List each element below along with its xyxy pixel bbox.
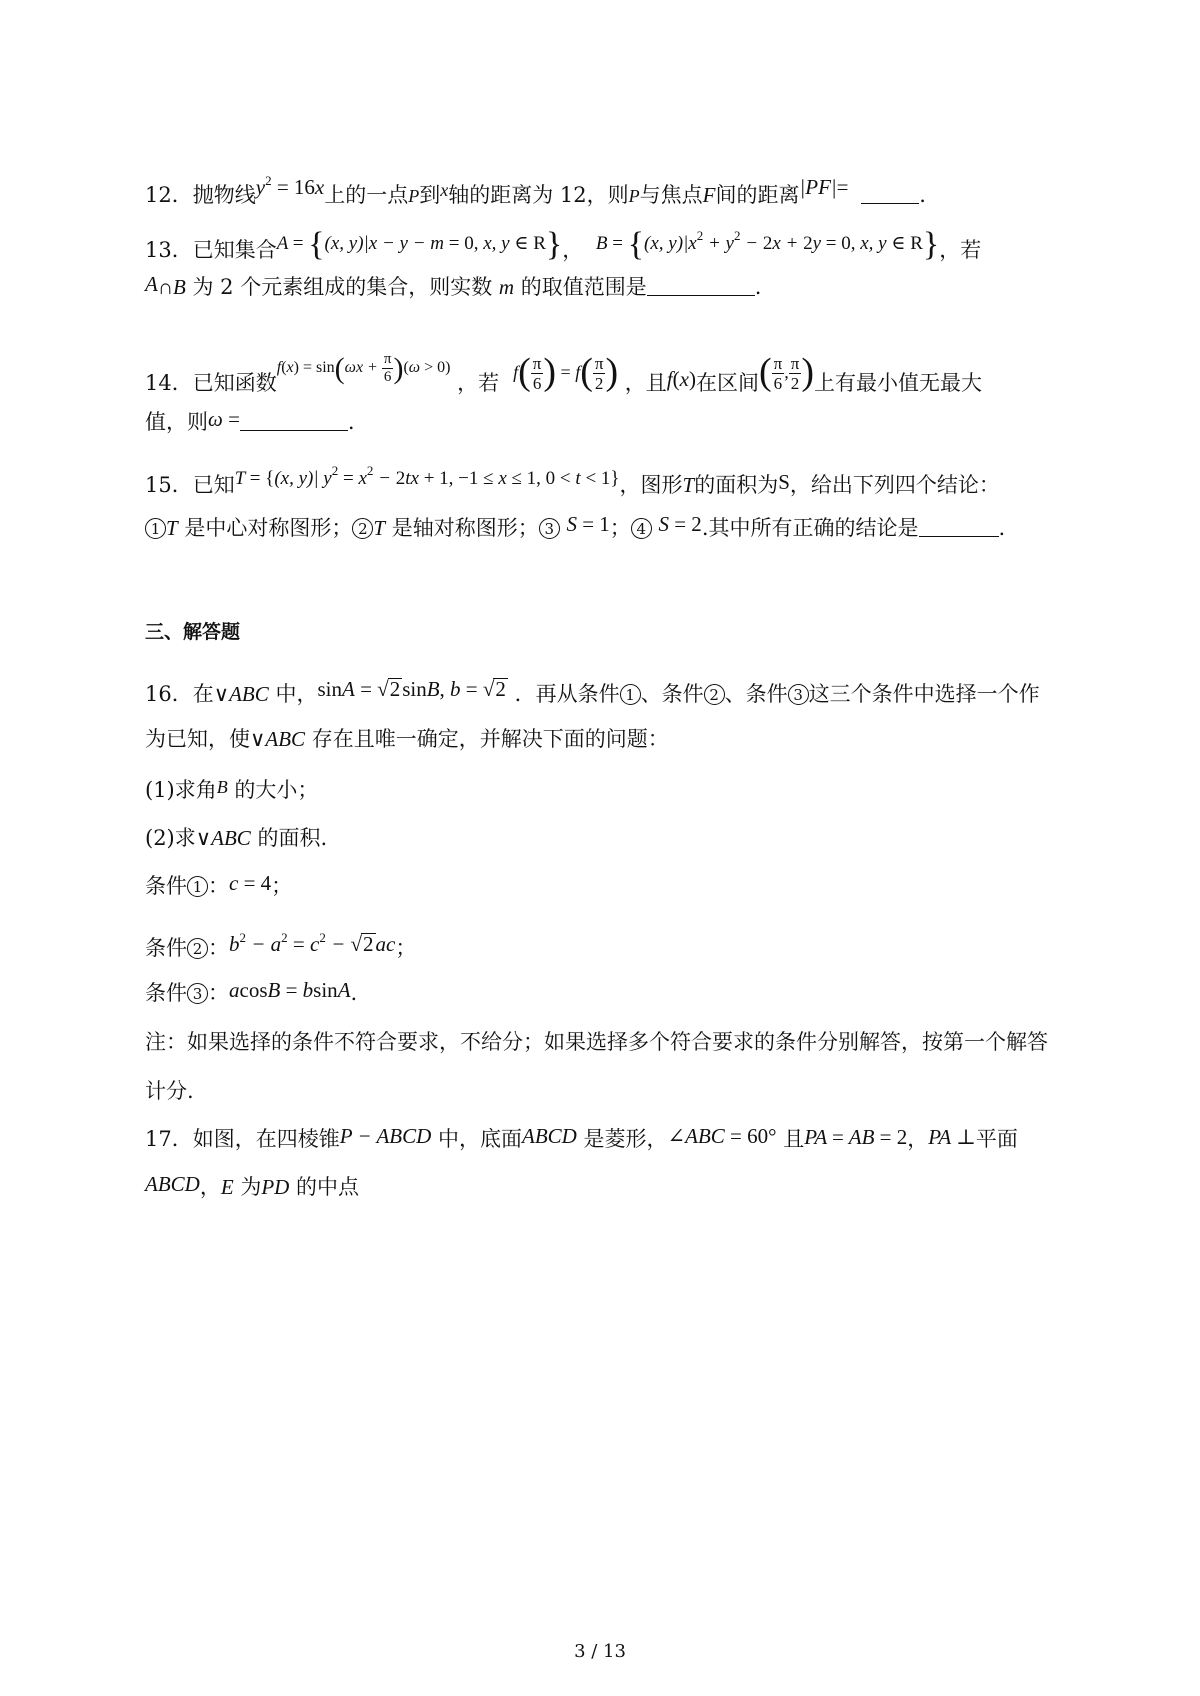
- answer-blank-12: [861, 185, 919, 204]
- question-12: 12．抛物线$y^2 = 16x$上的一点P到x轴的距离为 12，则P与焦点F间的距离|PF|= .: [145, 173, 926, 207]
- question-17-line2: ABCD，E 为PD 的中点: [145, 1172, 360, 1199]
- math-set-t: T = {(x, y)| $y^2 = x^2 - 2tx + 1$, −1 ≤ x ≤ 1, 0 < t < 1}: [234, 463, 620, 489]
- question-16-line2: 为已知，使∨ABC 存在且唯一确定，并解决下面的问题：: [145, 727, 669, 751]
- math-set-b: B = {(x, $y)|x^2 + y^2 - 2x + 2y = 0$, x, y ∈ R}: [595, 226, 940, 263]
- math-set-a: A = {(x, y)|x − y − m = 0, x, y ∈ R}: [276, 226, 563, 263]
- question-16-part2: (2)求∨ABC 的面积.: [145, 826, 328, 850]
- note-line1: 注：如果选择的条件不符合要求，不给分；如果选择多个符合要求的条件分别解答，按第一个解答: [145, 1030, 1048, 1054]
- answer-blank-14: [240, 412, 348, 431]
- question-14-line2: 值，则ω = .: [145, 407, 355, 434]
- page-number: 3 / 13: [574, 1641, 626, 1662]
- math-interval: ( $\frac{\pi}{6}$ , $\frac{\pi}{2}$ ): [758, 351, 814, 394]
- condition-2: 条件 2 ：$b^2 - a^2 = c^2 - √2ac$；: [145, 930, 417, 960]
- math-condition: f( $\frac{\pi}{6}$ ) = f( $\frac{\pi}{2}$ ): [513, 351, 619, 394]
- question-17-line1: 17．如图，在四棱锥P − ABCD 中，底面ABCD 是菱形，∠ABC = 60° 且PA = AB = 2，PA ⊥平面: [145, 1124, 1018, 1151]
- question-16-part1: (1)求角B 的大小；: [145, 777, 319, 802]
- math-function-f: f(x) = sin(ωx + π 6 )(ω > 0): [276, 350, 451, 385]
- question-15-line2: 1 T 是中心对称图形； 2 T 是轴对称图形； 3 S = 1； 4 S = 2.其中所有正确的结论是 .: [145, 518, 1005, 539]
- question-13-line2: A∩B 为 2 个元素组成的集合，则实数 m 的取值范围是 .: [145, 272, 762, 299]
- condition-3: 条件 3 ：acosB = bsinA.: [145, 978, 358, 1005]
- answer-blank-15: [919, 518, 999, 537]
- question-14-line1: 14．已知函数$^{f(x) = sin(\omega x + \frac{\pi}{6} )(\omega > 0)}$ ，若 f( $\frac{\pi}{6}$ ) = f( $\frac{\pi}{2}$ ) ，且f(x)在区间( $\frac{\pi}{6}$ , $\frac{\pi}{2}$ )上有最小值无最大: [145, 350, 982, 395]
- condition-1: 条件 1 ：c = 4；: [145, 871, 293, 898]
- math-q16-given: sinA = √2sinB, b = √2: [317, 677, 506, 701]
- section-heading: 三、解答题: [145, 621, 241, 643]
- question-16-line1: 16．在∨ABC 中，sinA = √2sinB, b = √2 ．再从条件 1 、条件 2 、条件 3 这三个条件中选择一个作: [145, 677, 1040, 706]
- answer-blank-13: [647, 277, 755, 296]
- question-13-line1: 13．已知集合A = {(x, y)|x − y − m = 0, x, y ∈ R}， B = {(x, $y)|x^2 + y^2 - 2x + 2y = 0$, x, y ∈ R}，若: [145, 226, 982, 263]
- question-15-line1: 15．已知T = {(x, y)| $y^2 = x^2 - 2tx + 1$, −1 ≤ x ≤ 1, 0 < t < 1}，图形T的面积为S，给出下列四个结论：: [145, 463, 1000, 497]
- math-parabola: $y^2 = 16x$: [255, 173, 325, 199]
- note-line2: 计分.: [145, 1079, 194, 1103]
